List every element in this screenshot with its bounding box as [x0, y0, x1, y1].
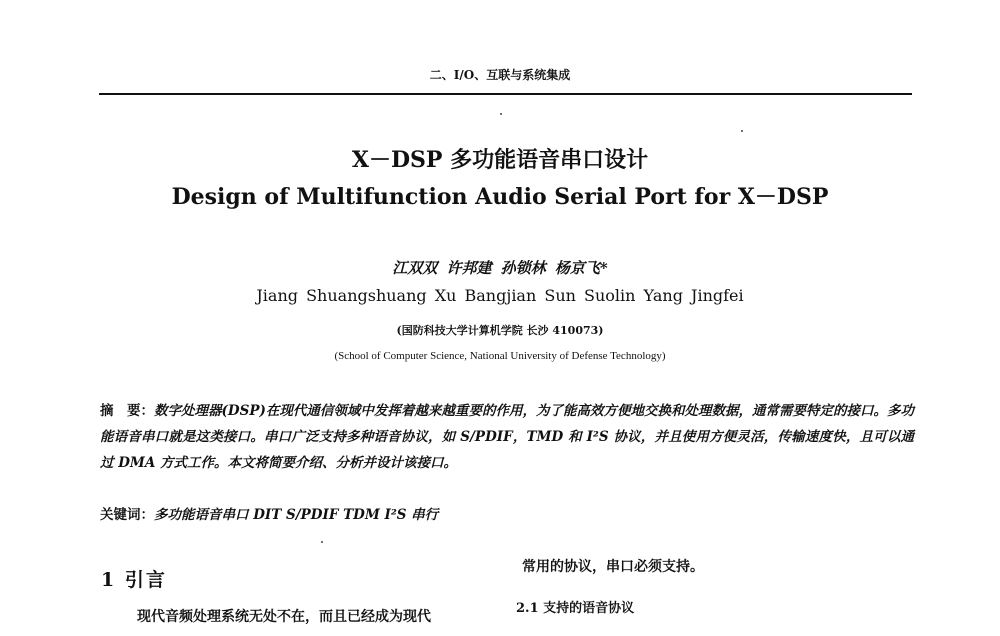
keywords-label: 关键词：	[100, 507, 154, 523]
paper-title-chinese: X－DSP 多功能语音串口设计	[351, 147, 649, 173]
subsection-heading: 2.1 支持的语音协议	[516, 601, 635, 616]
keywords	[100, 502, 914, 528]
authors-english: Jiang Shuangshuang Xu Bangjian Sun Suolin Yang Jingfei	[256, 286, 744, 305]
authors-chinese: 江双双 许邦建 孙锁林 杨京飞*	[392, 259, 608, 277]
affiliation-chinese: (国防科技大学计算机学院 长沙 410073)	[396, 324, 604, 337]
section-heading-introduction: 1 引言	[101, 569, 167, 591]
running-header: 二、I/O、互联与系统集成	[429, 68, 571, 82]
right-column-text: 常用的协议，串口必须支持。	[522, 559, 704, 575]
abstract-text: 数字处理器(DSP)在现代通信领域中发挥着越来越重要的作用，为了能高效方便地交换和处理数据，通常需要特定的接口。多功能语音串口就是这类接口。串口广泛支持多种语音协议，如 S/PDIF，TMD 和 I²S 协议，并且使用方便灵活，传输速度快，且可以通过 DMA 方式工作。本文将简要介绍、分析并设计该接口。	[100, 403, 914, 471]
affiliation-english: (School of Computer Science, National University of Defense Technology)	[334, 350, 666, 362]
header-rule	[99, 93, 912, 95]
paper-title-english: Design of Multifunction Audio Serial Port for X－DSP	[171, 184, 829, 210]
abstract-label: 摘 要：	[100, 403, 155, 419]
introduction-paragraph: 现代音频处理系统无处不在，而且已经成为现代	[137, 609, 431, 625]
abstract	[100, 398, 914, 476]
speck	[321, 541, 323, 543]
speck	[500, 113, 502, 115]
keywords-text: 多功能语音串口 DIT S/PDIF TDM I²S 串行	[154, 507, 439, 523]
speck	[741, 130, 743, 132]
